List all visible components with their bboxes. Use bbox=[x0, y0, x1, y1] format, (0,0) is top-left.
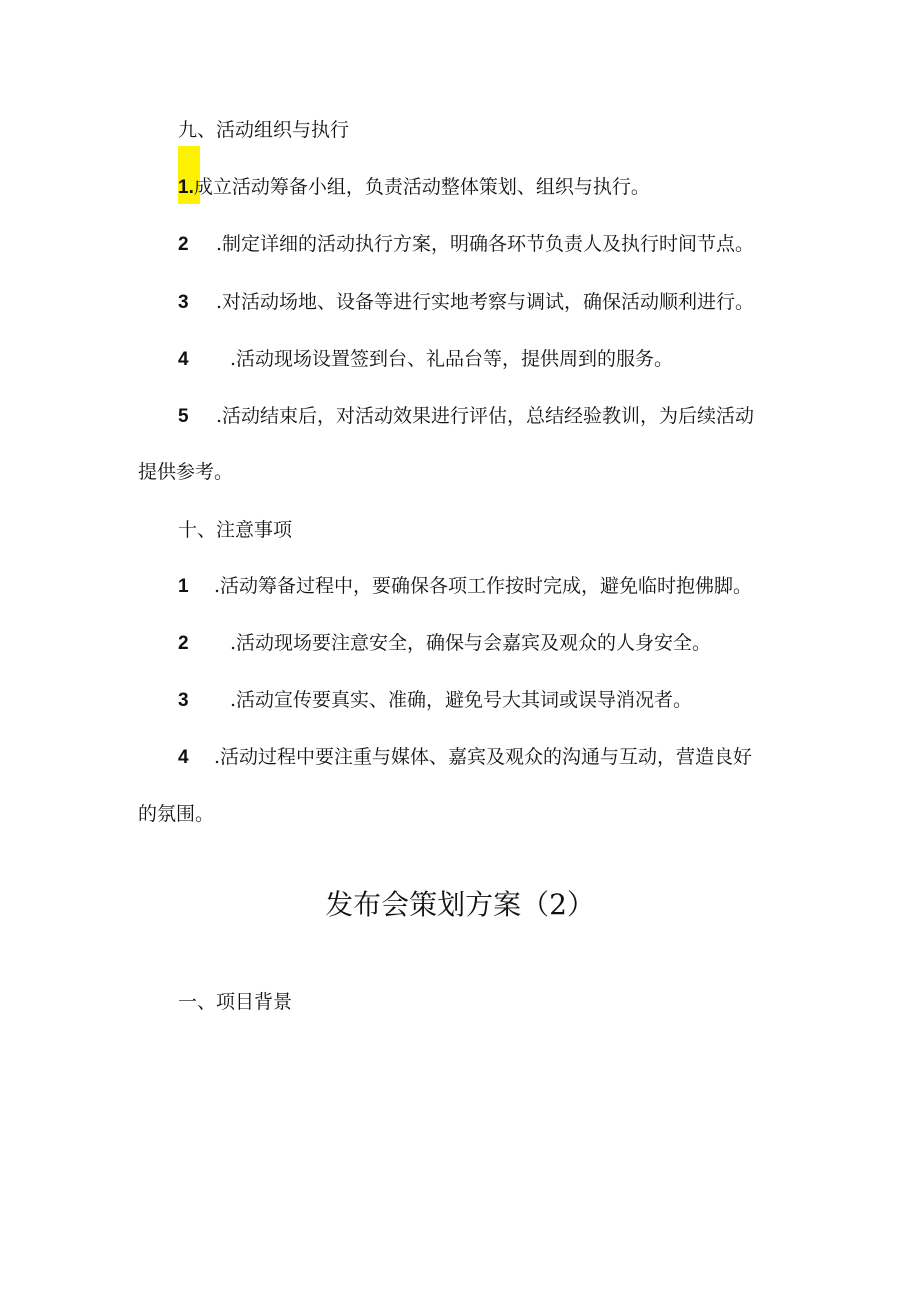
list-item-text: .活动结束后，对活动效果进行评估，总结经验教训，为后续活动 bbox=[216, 405, 755, 427]
section-10-heading: 十、注意事项 bbox=[178, 519, 293, 541]
list-item-text: .活动过程中要注重与媒体、嘉宾及观众的沟通与互动，营造良好 bbox=[214, 746, 753, 768]
list-item bbox=[178, 631, 711, 656]
list-item-number: 1. bbox=[178, 177, 194, 198]
list-item bbox=[178, 232, 754, 257]
list-item-text: .活动现场设置签到台、礼品台等，提供周到的服务。 bbox=[230, 348, 674, 370]
list-item-number: 3 bbox=[178, 292, 189, 313]
list-item-text: .活动筹备过程中，要确保各项工作按时完成，避免临时抱佛脚。 bbox=[214, 575, 753, 597]
list-item-text: .活动宣传要真实、准确，避免号大其词或误导消况者。 bbox=[230, 689, 693, 711]
document-title: 发布会策划方案（2） bbox=[325, 888, 595, 921]
section-1-heading: 一、项目背景 bbox=[178, 991, 293, 1013]
list-item-number: 2 bbox=[178, 633, 189, 654]
section-9-heading: 九、活动组织与执行 bbox=[178, 119, 350, 141]
list-item-continuation: 的氛围。 bbox=[138, 803, 215, 825]
list-item-text: 成立活动筹备小组，负责活动整体策划、组织与执行。 bbox=[193, 176, 650, 198]
list-item-text: .活动现场要注意安全，确保与会嘉宾及观众的人身安全。 bbox=[230, 632, 712, 654]
list-item-continuation: 提供参考。 bbox=[138, 461, 234, 483]
list-item bbox=[178, 404, 754, 429]
list-item bbox=[178, 574, 752, 599]
list-item-number: 4 bbox=[178, 349, 189, 370]
list-item-number: 3 bbox=[178, 690, 189, 711]
list-item-number: 4 bbox=[178, 747, 189, 768]
list-item bbox=[178, 688, 692, 713]
list-item bbox=[178, 175, 650, 200]
list-item-text: .对活动场地、设备等进行实地考察与调试，确保活动顺利进行。 bbox=[216, 291, 755, 313]
list-item-number: 1 bbox=[178, 576, 189, 597]
list-item-number: 5 bbox=[178, 406, 189, 427]
list-item bbox=[178, 347, 673, 372]
list-item-text: .制定详细的活动执行方案，明确各环节负责人及执行时间节点。 bbox=[216, 233, 755, 255]
list-item-number: 2 bbox=[178, 234, 189, 255]
list-item bbox=[178, 745, 752, 770]
list-item bbox=[178, 290, 754, 315]
